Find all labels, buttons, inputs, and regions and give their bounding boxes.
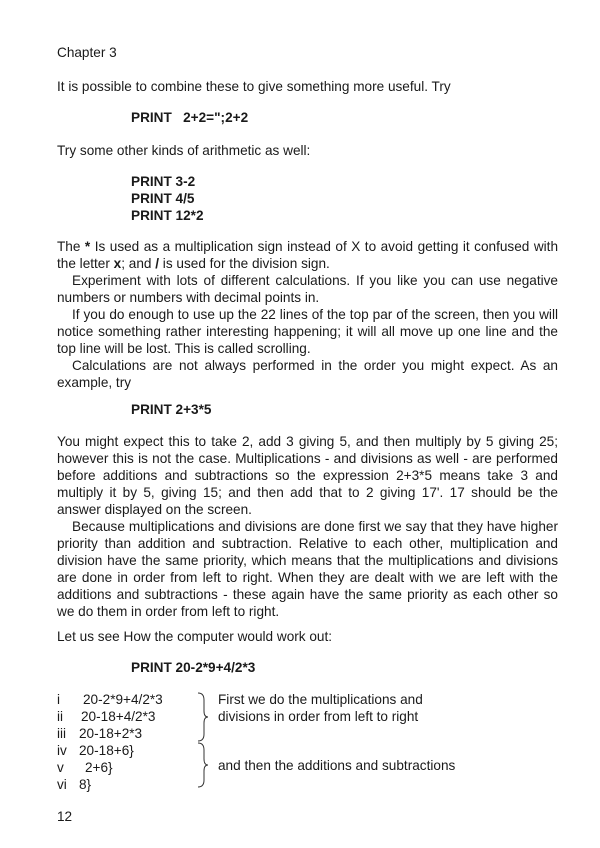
code-print-example: PRINT 20-2*9+4/2*3 [131, 660, 256, 675]
page-number: 12 [57, 809, 73, 824]
workout-text: Let us see How the computer would work out: [57, 629, 333, 644]
right-brace-icon [196, 742, 210, 788]
note-multiplication: First we do the multiplications and [218, 692, 423, 707]
step-row: iv 20-18+6} [57, 743, 134, 758]
slash-symbol: / [155, 256, 160, 271]
paragraph-symbols: The * Is used as a multiplication sign instead of X to avoid getting it confused with the letter x; and / is used for the division sign. [57, 239, 559, 271]
code-print-multiply: PRINT 12*2 [131, 208, 204, 223]
paragraph-priority: Because multiplications and divisions are done first we say that they have higher priority than addition and subtraction. Relative to each other, multiplication and division have the same priority, which means that the multiplications and divisions are done in order from left to right. When they are dealt with we are left with the additions and subtractions - these again have the same priority as each other so we do them in order from left to right. [57, 519, 558, 619]
paragraph-scrolling: If you do enough to use up the 22 lines of the top par of the screen, then you will notice something rather interesting happening; it will all move up one line and the top line will be lost. This is called scrolling. [57, 307, 558, 356]
code-print-combined: PRINT 2+2=";2+2 [131, 110, 249, 125]
code-print-precedence: PRINT 2+3*5 [131, 402, 212, 417]
step-row: iii 20-18+2*3 [57, 726, 143, 741]
star-symbol: * [84, 239, 91, 254]
step-row: vi 8} [57, 777, 92, 792]
note-addition: and then the additions and subtractions [218, 758, 456, 773]
step-row: v 2+6} [57, 760, 113, 775]
step-row: i 20-2*9+4/2*3 [57, 692, 163, 707]
step-row: ii 20-18+4/2*3 [57, 709, 156, 724]
code-print-subtract: PRINT 3-2 [131, 174, 196, 189]
explanation-block [57, 238, 558, 391]
x-symbol: x [113, 256, 122, 271]
steps-list [57, 691, 163, 793]
paragraph-order: Calculations are not always performed in the order you might expect. As an example, try [57, 358, 558, 390]
right-brace-icon [196, 692, 210, 742]
precedence-block [57, 433, 558, 620]
code-print-divide: PRINT 4/5 [131, 191, 195, 206]
arithmetic-text: Try some other kinds of arithmetic as well: [57, 143, 311, 158]
intro-text: It is possible to combine these to give something more useful. Try [57, 79, 451, 94]
chapter-heading: Chapter 3 [57, 45, 117, 60]
note-multiplication-cont: divisions in order from left to right [218, 709, 419, 724]
paragraph-experiment: Experiment with lots of different calculations. If you like you can use negative numbers or numbers with decimal points in. [57, 273, 558, 305]
paragraph-expectation: You might expect this to take 2, add 3 giving 5, and then multiply by 5 giving 25; however this is not the case. Multiplications - and divisions as well - are performed before additions and subtractions so the expression 2+3*5 means take 3 and multiply it by 5, giving 15; and then add that to 2 giving 17'. 17 should be the answer displayed on the screen. [57, 434, 558, 517]
